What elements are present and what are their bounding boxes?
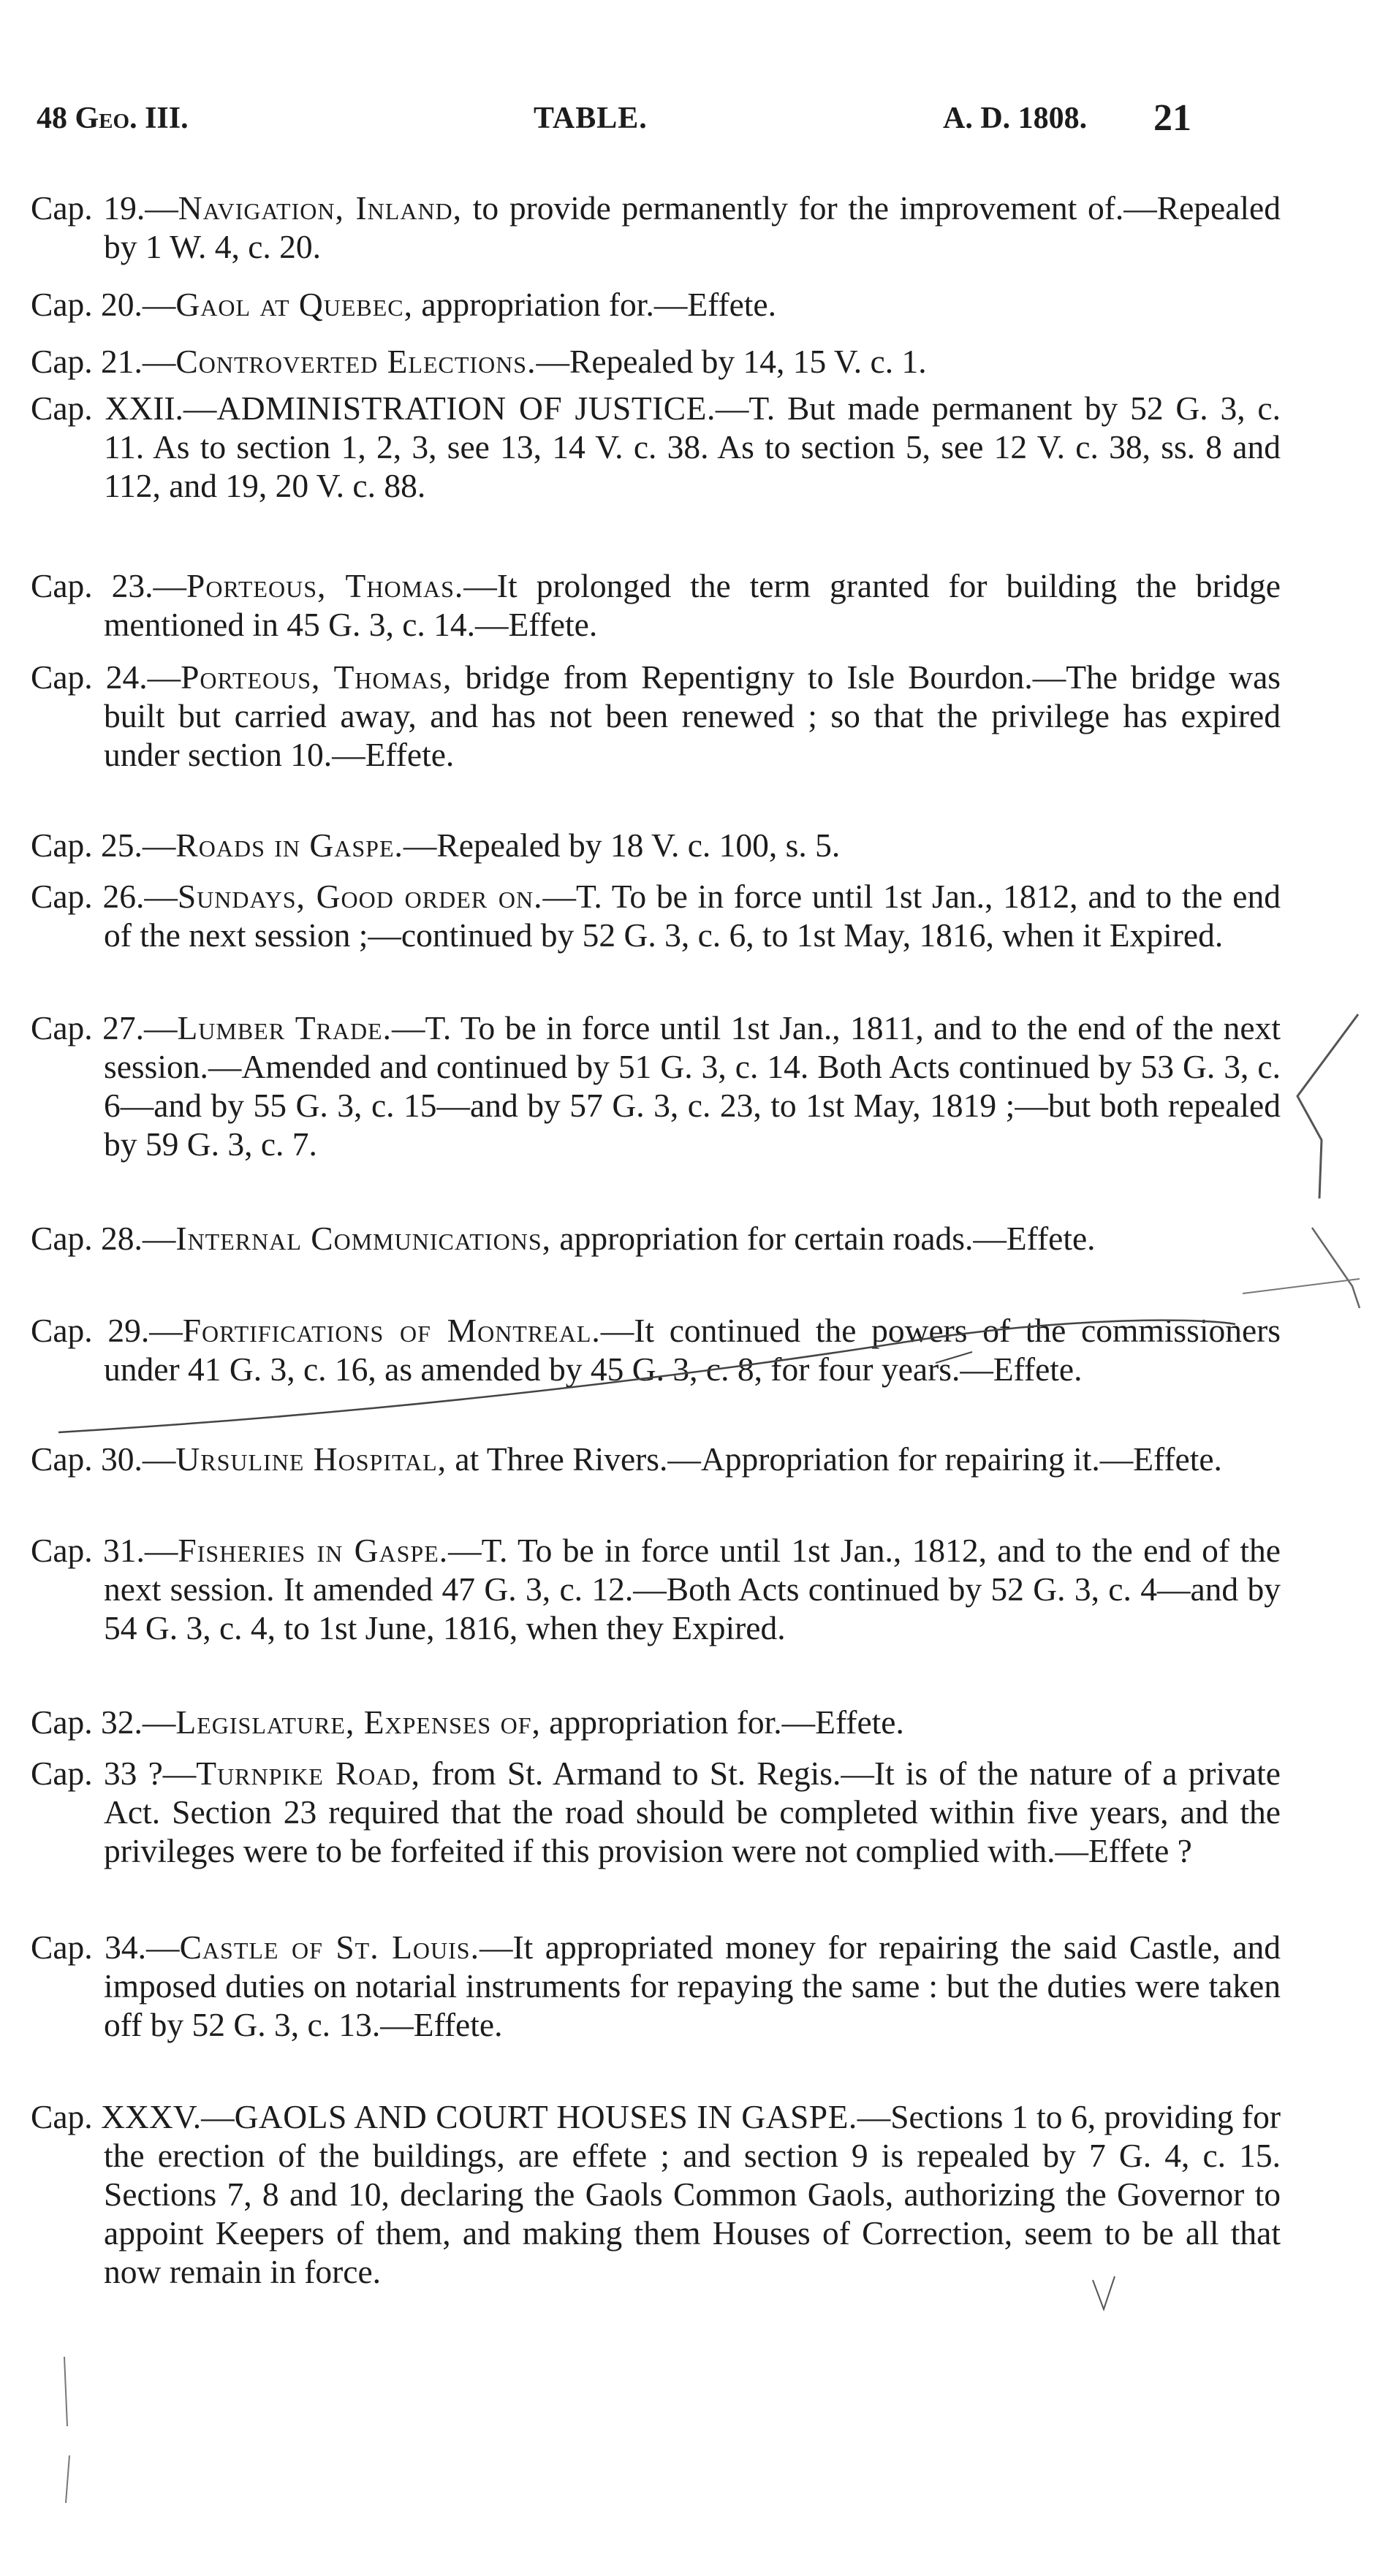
cap-text: appropriation for certain roads.—Effete. — [551, 1220, 1096, 1257]
entry-cap-30 — [31, 1440, 1281, 1478]
entry-cap-21 — [31, 342, 1281, 381]
cap-number: Cap. 32.— — [31, 1703, 176, 1741]
running-header — [29, 96, 1213, 140]
cap-subject: Legislature, Expenses of, — [175, 1703, 541, 1741]
cap-text: —Sections 1 to 6, providing for the erection of the buildings, are effete ; and section 9 is repealed by 7 G. 4, c. 15. Sections 7, 8 and 10, declaring the Gaols Common Gaols, authorizing the Governor to appoint Keepers of them, and making them Houses of Correction, seem to be all that now remain in force. — [104, 2098, 1281, 2290]
cap-text: —It appropriated money for repairing the said Castle, and imposed duties on notarial instruments for repaying the same : but the duties were taken off by 52 G. 3, c. 13.—Effete. — [104, 1929, 1281, 2043]
cap-number: Cap. XXXV.— — [31, 2098, 235, 2135]
cap-text: —T. To be in force until 1st Jan., 1812, and to the end of the next session. It amended 47 G. 3, c. 12.—Both Acts continued by 52 G. 3, c. 4—and by 54 G. 3, c. 4, to 1st June, 1816, when they Expired. — [104, 1532, 1281, 1646]
cap-text: from St. Armand to St. Regis.—It is of the nature of a private Act. Section 23 required that the road should be completed within five years, and the privileges were to be forfeited if this provision were not complied with.—Effete ? — [104, 1755, 1281, 1869]
entry-cap-24 — [31, 658, 1281, 774]
entry-cap-20 — [31, 285, 1281, 324]
cap-subject: Porteous, Thomas, — [181, 658, 452, 696]
cap-subject: Gaol at Quebec, — [175, 286, 414, 323]
cap-subject: Ursuline Hospital, — [175, 1440, 447, 1478]
entry-cap-19 — [31, 189, 1281, 266]
cap-subject: Lumber Trade. — [177, 1009, 392, 1046]
cap-subject: Navigation, Inland, — [178, 189, 463, 227]
cap-subject: Turnpike Road, — [196, 1755, 421, 1792]
cap-subject: Sundays, Good order on. — [177, 878, 543, 915]
cap-number: Cap. 25.— — [31, 827, 176, 864]
cap-text: —Repealed by 18 V. c. 100, s. 5. — [403, 827, 841, 864]
cap-text: —T. To be in force until 1st Jan., 1811, and to the end of the next session.—Amended and continued by 51 G. 3, c. 14. Both Acts continued by 53 G. 3, c. 6—and by 55 G. 3, c. 15—and by 57 G. 3, c. 23, to 1st May, 1819 ;—but both repealed by 59 G. 3, c. 7. — [104, 1009, 1281, 1163]
cap-number: Cap. 31.— — [31, 1532, 178, 1569]
cap-text: bridge from Repentigny to Isle Bourdon.—The bridge was built but carried away, and has not been renewed ; so that the privilege has expired under section 10.—Effete. — [104, 658, 1281, 773]
cap-number: Cap. 28.— — [31, 1220, 176, 1257]
entry-cap-23 — [31, 566, 1281, 644]
cap-number: Cap. 24.— — [31, 658, 181, 696]
cap-subject: Fisheries in Gaspe. — [178, 1532, 449, 1569]
cap-text: to provide permanently for the improvement of.—Repealed by 1 W. 4, c. 20. — [104, 189, 1281, 265]
margin-tick-mark — [1312, 1228, 1360, 1308]
cap-text: —T. To be in force until 1st Jan., 1812, and to the end of the next session ;—continued by 52 G. 3, c. 6, to 1st May, 1816, when it Expired. — [104, 878, 1281, 954]
header-title: TABLE. — [534, 102, 648, 135]
entry-cap-35 — [31, 2097, 1281, 2291]
cap-number: Cap. XXII.— — [31, 390, 217, 427]
header-regnal-year: 48 Geo. III. — [37, 102, 189, 135]
cap-subject: Porteous, Thomas. — [186, 567, 464, 604]
cap-text: —It continued the powers of the commissioners under 41 G. 3, c. 16, as amended by 45 G. 3, c. 8, for four years.—Effete. — [104, 1312, 1281, 1388]
entry-cap-27 — [31, 1008, 1281, 1163]
cap-number: Cap. 26.— — [31, 878, 178, 915]
cap-text: appropriation for.—Effete. — [413, 286, 776, 323]
cap-subject: Roads in Gaspe. — [175, 827, 403, 864]
cap-number: Cap. 30.— — [31, 1440, 176, 1478]
page-number: 21 — [1153, 97, 1191, 139]
cap-text: —T. But made permanent by 52 G. 3, c. 11. As to section 1, 2, 3, see 13, 14 V. c. 38. As to section 5, see 12 V. c. 38, ss. 8 and 112, and 19, 20 V. c. 88. — [104, 390, 1281, 504]
entry-cap-22 — [31, 389, 1281, 505]
entry-cap-31 — [31, 1531, 1281, 1647]
entry-cap-28 — [31, 1219, 1281, 1258]
cap-text: —Repealed by 14, 15 V. c. 1. — [536, 343, 927, 380]
entry-cap-33 — [31, 1754, 1281, 1870]
cap-subject: GAOLS AND COURT HOUSES IN GASPE. — [234, 2098, 857, 2135]
cap-text: at Three Rivers.—Appropriation for repairing it.—Effete. — [447, 1440, 1222, 1478]
cap-number: Cap. 23.— — [31, 567, 187, 604]
cap-number: Cap. 34.— — [31, 1929, 180, 1966]
margin-smudge-mark — [64, 2357, 69, 2503]
margin-line-mark — [1243, 1279, 1360, 1293]
margin-bracket-mark — [1297, 1014, 1358, 1198]
entry-cap-32 — [31, 1703, 1281, 1741]
cap-text: —It prolonged the term granted for building the bridge mentioned in 45 G. 3, c. 14.—Effete. — [104, 567, 1281, 643]
entry-cap-34 — [31, 1928, 1281, 2044]
cap-number: Cap. 20.— — [31, 286, 176, 323]
cap-subject: Castle of St. Louis. — [179, 1929, 480, 1966]
cap-subject: Fortifications of Montreal. — [182, 1312, 601, 1349]
entry-cap-26 — [31, 877, 1281, 954]
cap-number: Cap. 19.— — [31, 189, 178, 227]
cap-number: Cap. 27.— — [31, 1009, 178, 1046]
cap-subject: Internal Communications, — [175, 1220, 551, 1257]
cap-subject: Controverted Elections. — [175, 343, 537, 380]
cap-subject: ADMINISTRATION OF JUSTICE. — [216, 390, 716, 427]
header-year: A. D. 1808. — [943, 102, 1088, 135]
entry-cap-29 — [31, 1311, 1281, 1388]
cap-number: Cap. 33 ?— — [31, 1755, 197, 1792]
cap-text: appropriation for.—Effete. — [540, 1703, 904, 1741]
entry-cap-25 — [31, 826, 1281, 865]
cap-number: Cap. 29.— — [31, 1312, 183, 1349]
cap-number: Cap. 21.— — [31, 343, 176, 380]
